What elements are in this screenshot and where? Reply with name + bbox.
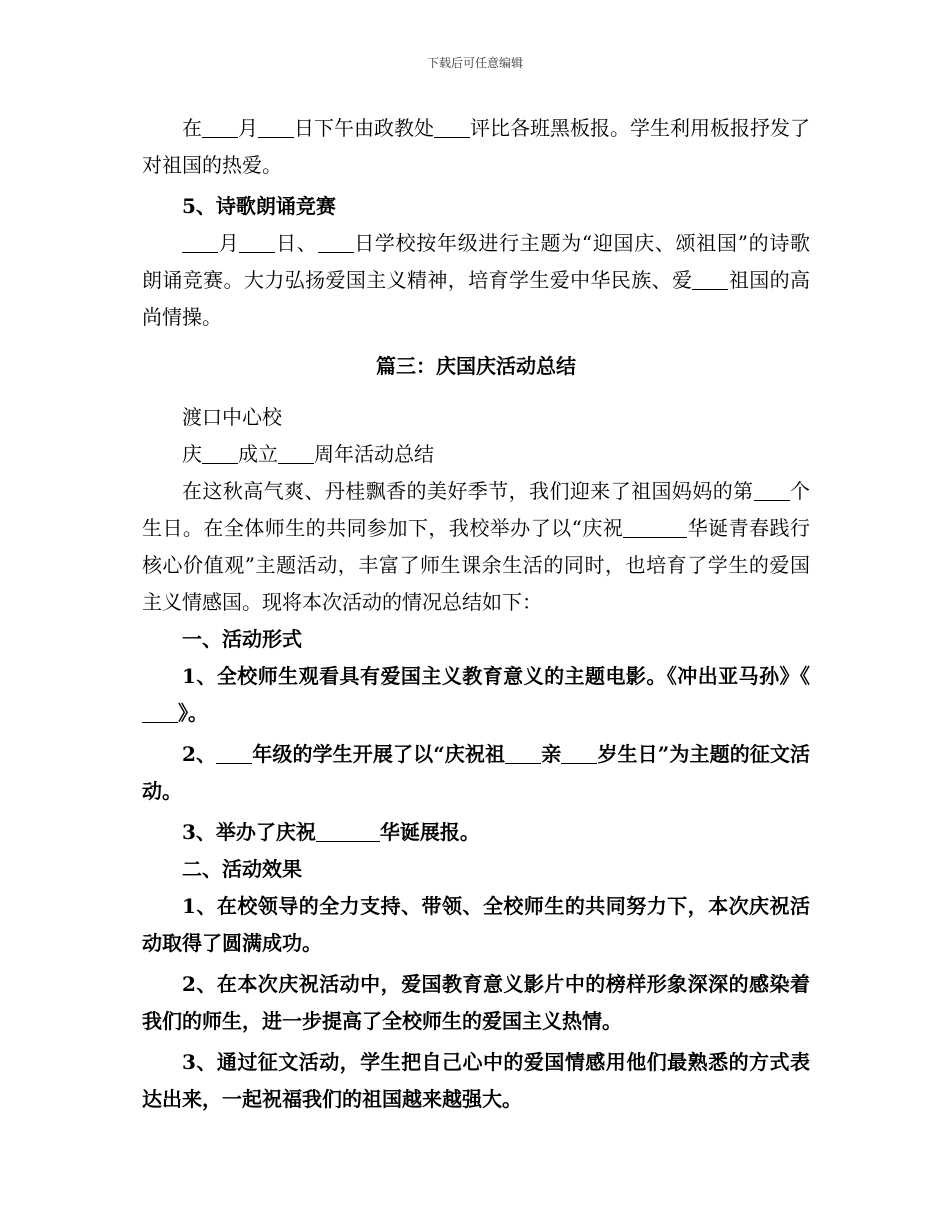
- blank-line: [318, 232, 354, 253]
- heading-poetry-contest: 5、诗歌朗诵竞赛: [182, 194, 336, 218]
- text: 岁生日”为主题的征文活动。: [142, 742, 811, 803]
- text: 月: [238, 116, 258, 140]
- text: 在这秋高气爽、丹桂飘香的美好季节，我们迎来了祖国妈妈的第: [182, 479, 754, 503]
- blank-line: [202, 443, 238, 464]
- paragraph-effect-3: 3、通过征文活动，学生把自己心中的爱国情感用他们最熟悉的方式表达出来，一起祝福我们的祖国越来越强大。: [142, 1050, 810, 1111]
- page-header: 下载后可任意编辑: [426, 56, 523, 70]
- section-title: 篇三：庆国庆活动总结: [376, 354, 576, 378]
- blank-line: [202, 117, 238, 138]
- text: 2、: [182, 742, 217, 766]
- text: 年级的学生开展了以“庆祝祖: [252, 742, 506, 766]
- text: 》。: [178, 701, 208, 725]
- text: 成立: [238, 442, 278, 466]
- paragraph-intro: [142, 473, 810, 621]
- subtitle: [142, 436, 810, 473]
- blank-line: [216, 743, 252, 764]
- blank-line: [623, 517, 687, 538]
- blank-line: [692, 269, 728, 290]
- heading-activity-effect: 二、活动效果: [182, 857, 302, 881]
- blank-line: [754, 480, 790, 501]
- text: 在: [182, 116, 202, 140]
- text: 日、: [275, 231, 318, 255]
- text: 华诞青春践行核心价值观”主题活动，丰富了师生课余生活的同时，也培育了学生的爱国主义情感国。现将本次活动的情况总结如下：: [142, 516, 811, 614]
- paragraph-effect-1: 1、在校领导的全力支持、带领、全校师生的共同努力下，本次庆祝活动取得了圆满成功。: [142, 894, 810, 955]
- text: 1、全校师生观看具有爱国主义教育意义的主题电影。《冲出亚马孙》《: [182, 664, 810, 688]
- blank-line: [142, 702, 178, 723]
- text: 日学校按年级进行主题为“迎国庆、颂祖国”的诗歌朗诵竞赛。大力弘扬爱国主义精神，培育学生爱中华民族、爱: [142, 231, 811, 292]
- blank-line: [561, 743, 597, 764]
- text: 华诞展报。: [379, 820, 480, 844]
- text: 祖国的高尚情操。: [142, 268, 811, 329]
- text: 3、举办了庆祝: [182, 820, 316, 844]
- blank-line: [239, 232, 275, 253]
- school-name: 渡口中心校: [182, 405, 282, 429]
- document-body: [142, 110, 810, 1118]
- text: 庆: [182, 442, 202, 466]
- paragraph-poetry: [142, 225, 810, 336]
- blank-line: [505, 743, 541, 764]
- text: 月: [218, 231, 240, 255]
- blank-line: [434, 117, 470, 138]
- paragraph-item-3: [142, 814, 810, 851]
- text: 评比各班黑板报。学生利用板报抒发了对祖国的热爱。: [142, 116, 810, 177]
- blank-line: [316, 821, 380, 842]
- paragraph-effect-2: 2、在本次庆祝活动中，爱国教育意义影片中的榜样形象深深的感染着我们的师生，进一步提高了全校师生的爱国主义热情。: [142, 972, 810, 1033]
- paragraph-item-1: [142, 658, 810, 732]
- text: 日下午由政教处: [294, 116, 434, 140]
- text: 亲: [541, 742, 562, 766]
- paragraph-item-2: [142, 736, 810, 810]
- text: 个生日。在全体师生的共同参加下，我校举办了以“庆祝: [142, 479, 811, 540]
- paragraph-blackboard: [142, 110, 810, 184]
- blank-line: [278, 443, 314, 464]
- blank-line: [182, 232, 218, 253]
- blank-line: [258, 117, 294, 138]
- text: 周年活动总结: [314, 442, 434, 466]
- heading-activity-form: 一、活动形式: [182, 627, 302, 651]
